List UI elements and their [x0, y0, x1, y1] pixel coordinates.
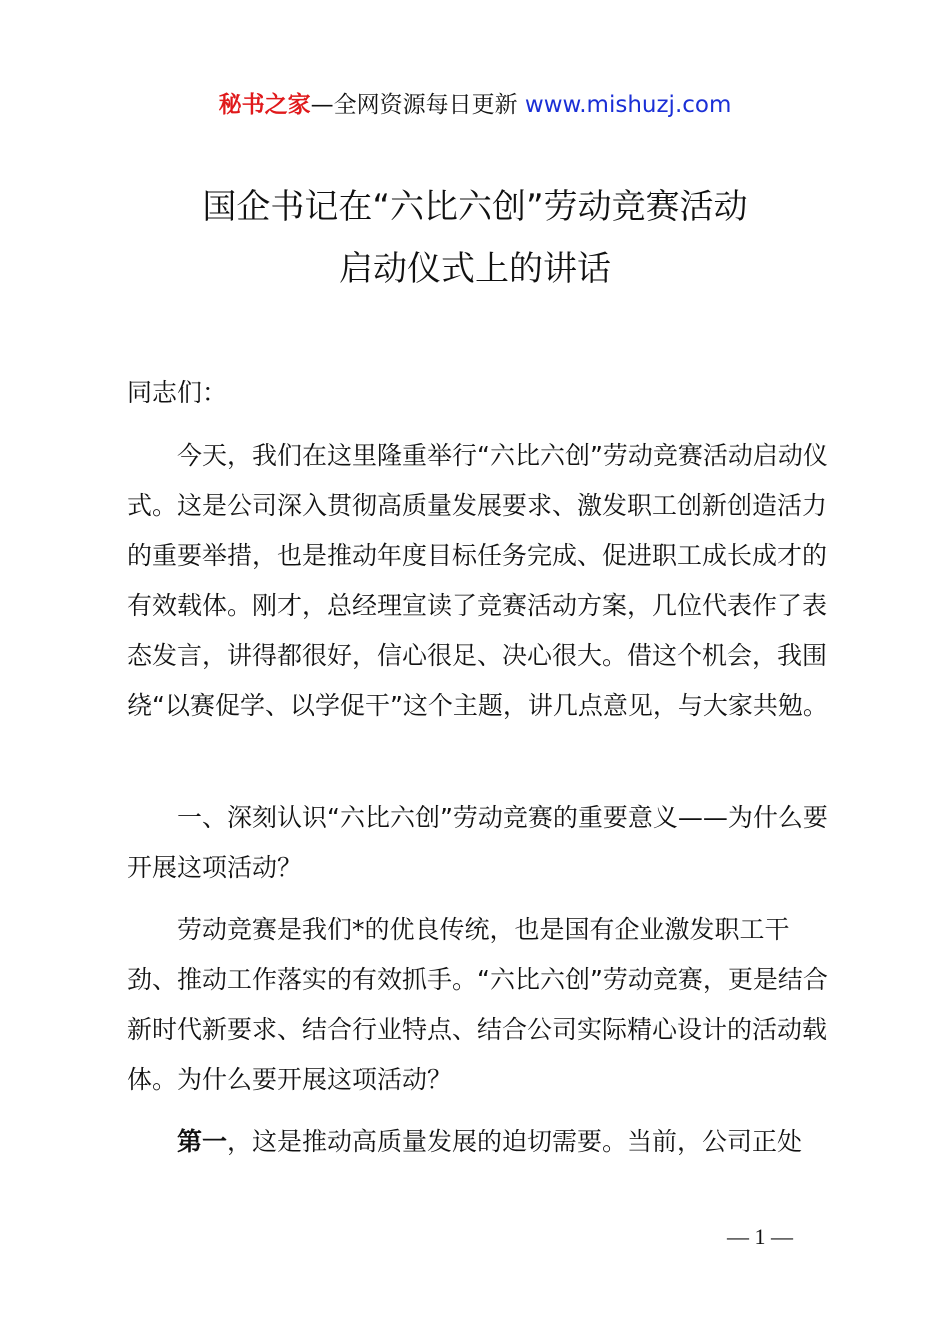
- document-title-line-1: 国企书记在“六比六创”劳动竞赛活动: [202, 187, 748, 227]
- page-number: — 1 —: [727, 1224, 793, 1249]
- header-slogan: —全网资源每日更新: [310, 92, 518, 118]
- point-1-lead: 第一: [177, 1127, 228, 1156]
- site-header: [0, 88, 950, 122]
- section-heading-1: 一、深刻认识“六比六创”劳动竞赛的重要意义——为什么要开展这项活动？: [127, 803, 828, 882]
- paragraph-opening: 今天，我们在这里隆重举行“六比六创”劳动竞赛活动启动仪式。这是公司深入贯彻高质量发展要求、激发职工创新创造活力的重要举措，也是推动年度目标任务完成、促进职工成长成才的有效载体。刚才，总经理宣读了竞赛活动方案，几位代表作了表态发言，讲得都很好，信心很足、决心很大。借这个机会，我围绕“以赛促学、以学促干”这个主题，讲几点意见，与大家共勉。: [127, 441, 828, 720]
- brand-name: 秘书之家: [218, 92, 311, 118]
- document-title-line-2: 启动仪式上的讲话: [339, 249, 611, 289]
- site-url-link[interactable]: www.mishuzj.com: [524, 92, 732, 118]
- greeting: 同志们：: [127, 378, 228, 407]
- paragraph-competition-background: 劳动竞赛是我们*的优良传统，也是国有企业激发职工干劲、推动工作落实的有效抓手。“六比六创”劳动竞赛，更是结合新时代新要求、结合行业特点、结合公司实际精心设计的活动载体。为什么要开展这项活动？: [127, 915, 828, 1094]
- point-1-text: ，这是推动高质量发展的迫切需要。当前，公司正处: [227, 1127, 803, 1156]
- paragraph-point-1: [127, 1117, 839, 1167]
